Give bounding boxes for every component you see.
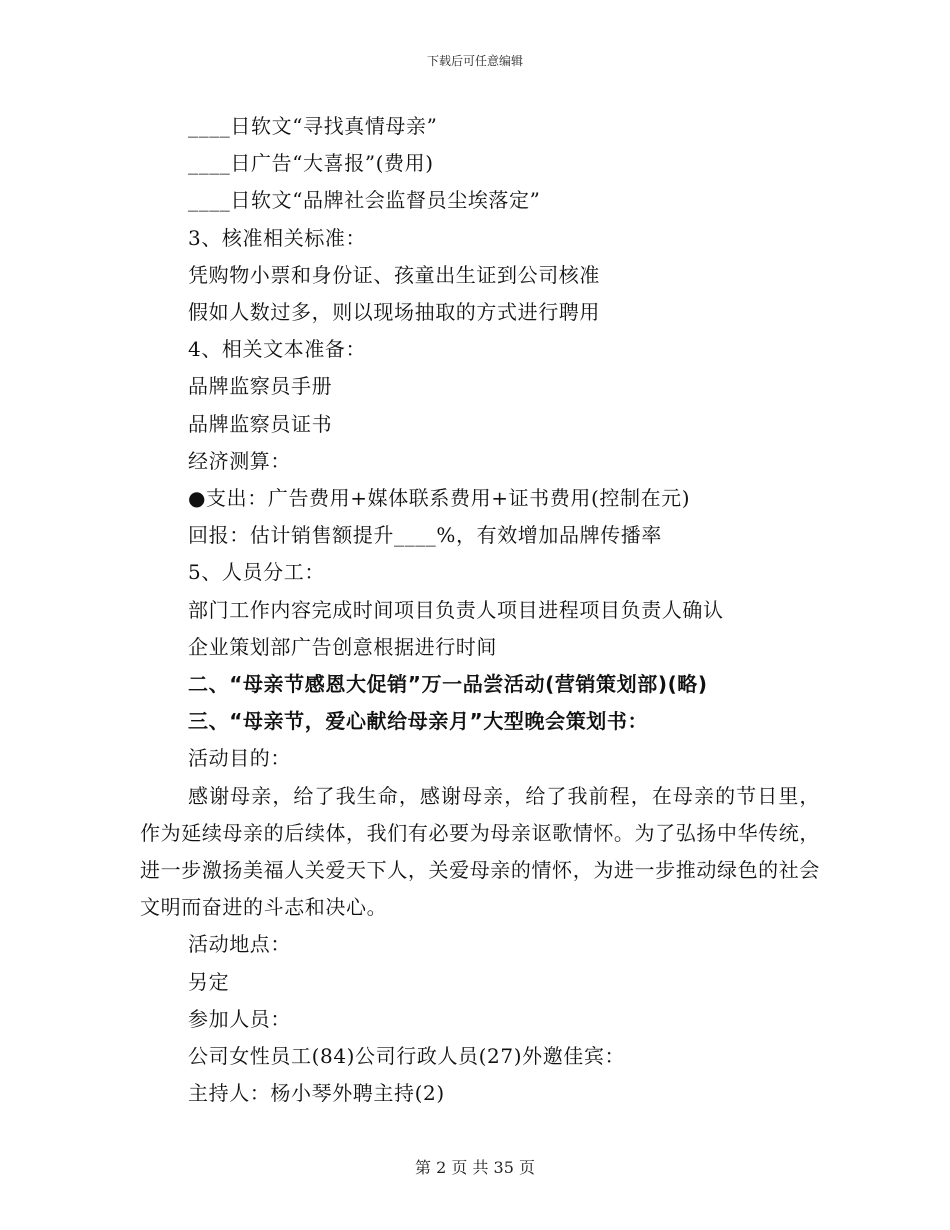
text-line: ____日软文“品牌社会监督员尘埃落定” xyxy=(188,188,541,213)
text-line: 参加人员： xyxy=(188,1006,291,1031)
text-line: 假如人数过多，则以现场抽取的方式进行聘用 xyxy=(188,300,600,325)
lines-before xyxy=(140,108,820,778)
text-line: 品牌监察员证书 xyxy=(188,411,333,436)
text-line: 活动地点： xyxy=(188,932,291,957)
text-line: 主持人：杨小琴外聘主持(2) xyxy=(188,1081,445,1106)
text-line: 3、核准相关标准： xyxy=(188,225,367,250)
page-header: 下载后可任意编辑 xyxy=(426,54,523,68)
text-line: 4、相关文本准备： xyxy=(188,337,367,362)
lines-after xyxy=(140,926,820,1112)
text-line: 企业策划部广告创意根据进行时间 xyxy=(188,634,497,659)
purpose-paragraph: 感谢母亲，给了我生命，感谢母亲，给了我前程，在母亲的节日里，作为延续母亲的后续体，我们有必要为母亲讴歌情怀。为了弘扬中华传统，进一步激扬美福人关爱天下人，关爱母亲的情怀，为进一步推动绿色的社会文明而奋进的斗志和决心。 xyxy=(140,783,820,920)
text-line: ____日广告“大喜报”(费用) xyxy=(188,151,434,176)
text-line: ____日软文“寻找真情母亲” xyxy=(188,114,438,138)
text-line: 公司女性员工(84)公司行政人员(27)外邀佳宾： xyxy=(188,1044,626,1069)
text-line: 三、“母亲节，爱心献给母亲月”大型晚会策划书： xyxy=(188,709,649,734)
text-line: 回报：估计销售额提升____%，有效增加品牌传播率 xyxy=(188,523,663,548)
document-body xyxy=(140,108,820,1112)
text-line: 5、人员分工： xyxy=(188,560,325,585)
text-line: 活动目的： xyxy=(188,746,291,771)
page-footer: 第 2 页 共 35 页 xyxy=(415,1158,535,1177)
text-line: 部门工作内容完成时间项目负责人项目进程项目负责人确认 xyxy=(188,597,724,622)
text-line: 另定 xyxy=(188,969,230,994)
text-line: 经济测算： xyxy=(188,448,291,473)
text-line: ●支出：广告费用+媒体联系费用+证书费用(控制在元) xyxy=(188,486,691,511)
text-line: 二、“母亲节感恩大促销”万一品尝活动(营销策划部)(略) xyxy=(188,672,708,697)
text-line: 品牌监察员手册 xyxy=(188,374,333,399)
text-line: 凭购物小票和身份证、孩童出生证到公司核准 xyxy=(188,262,600,287)
